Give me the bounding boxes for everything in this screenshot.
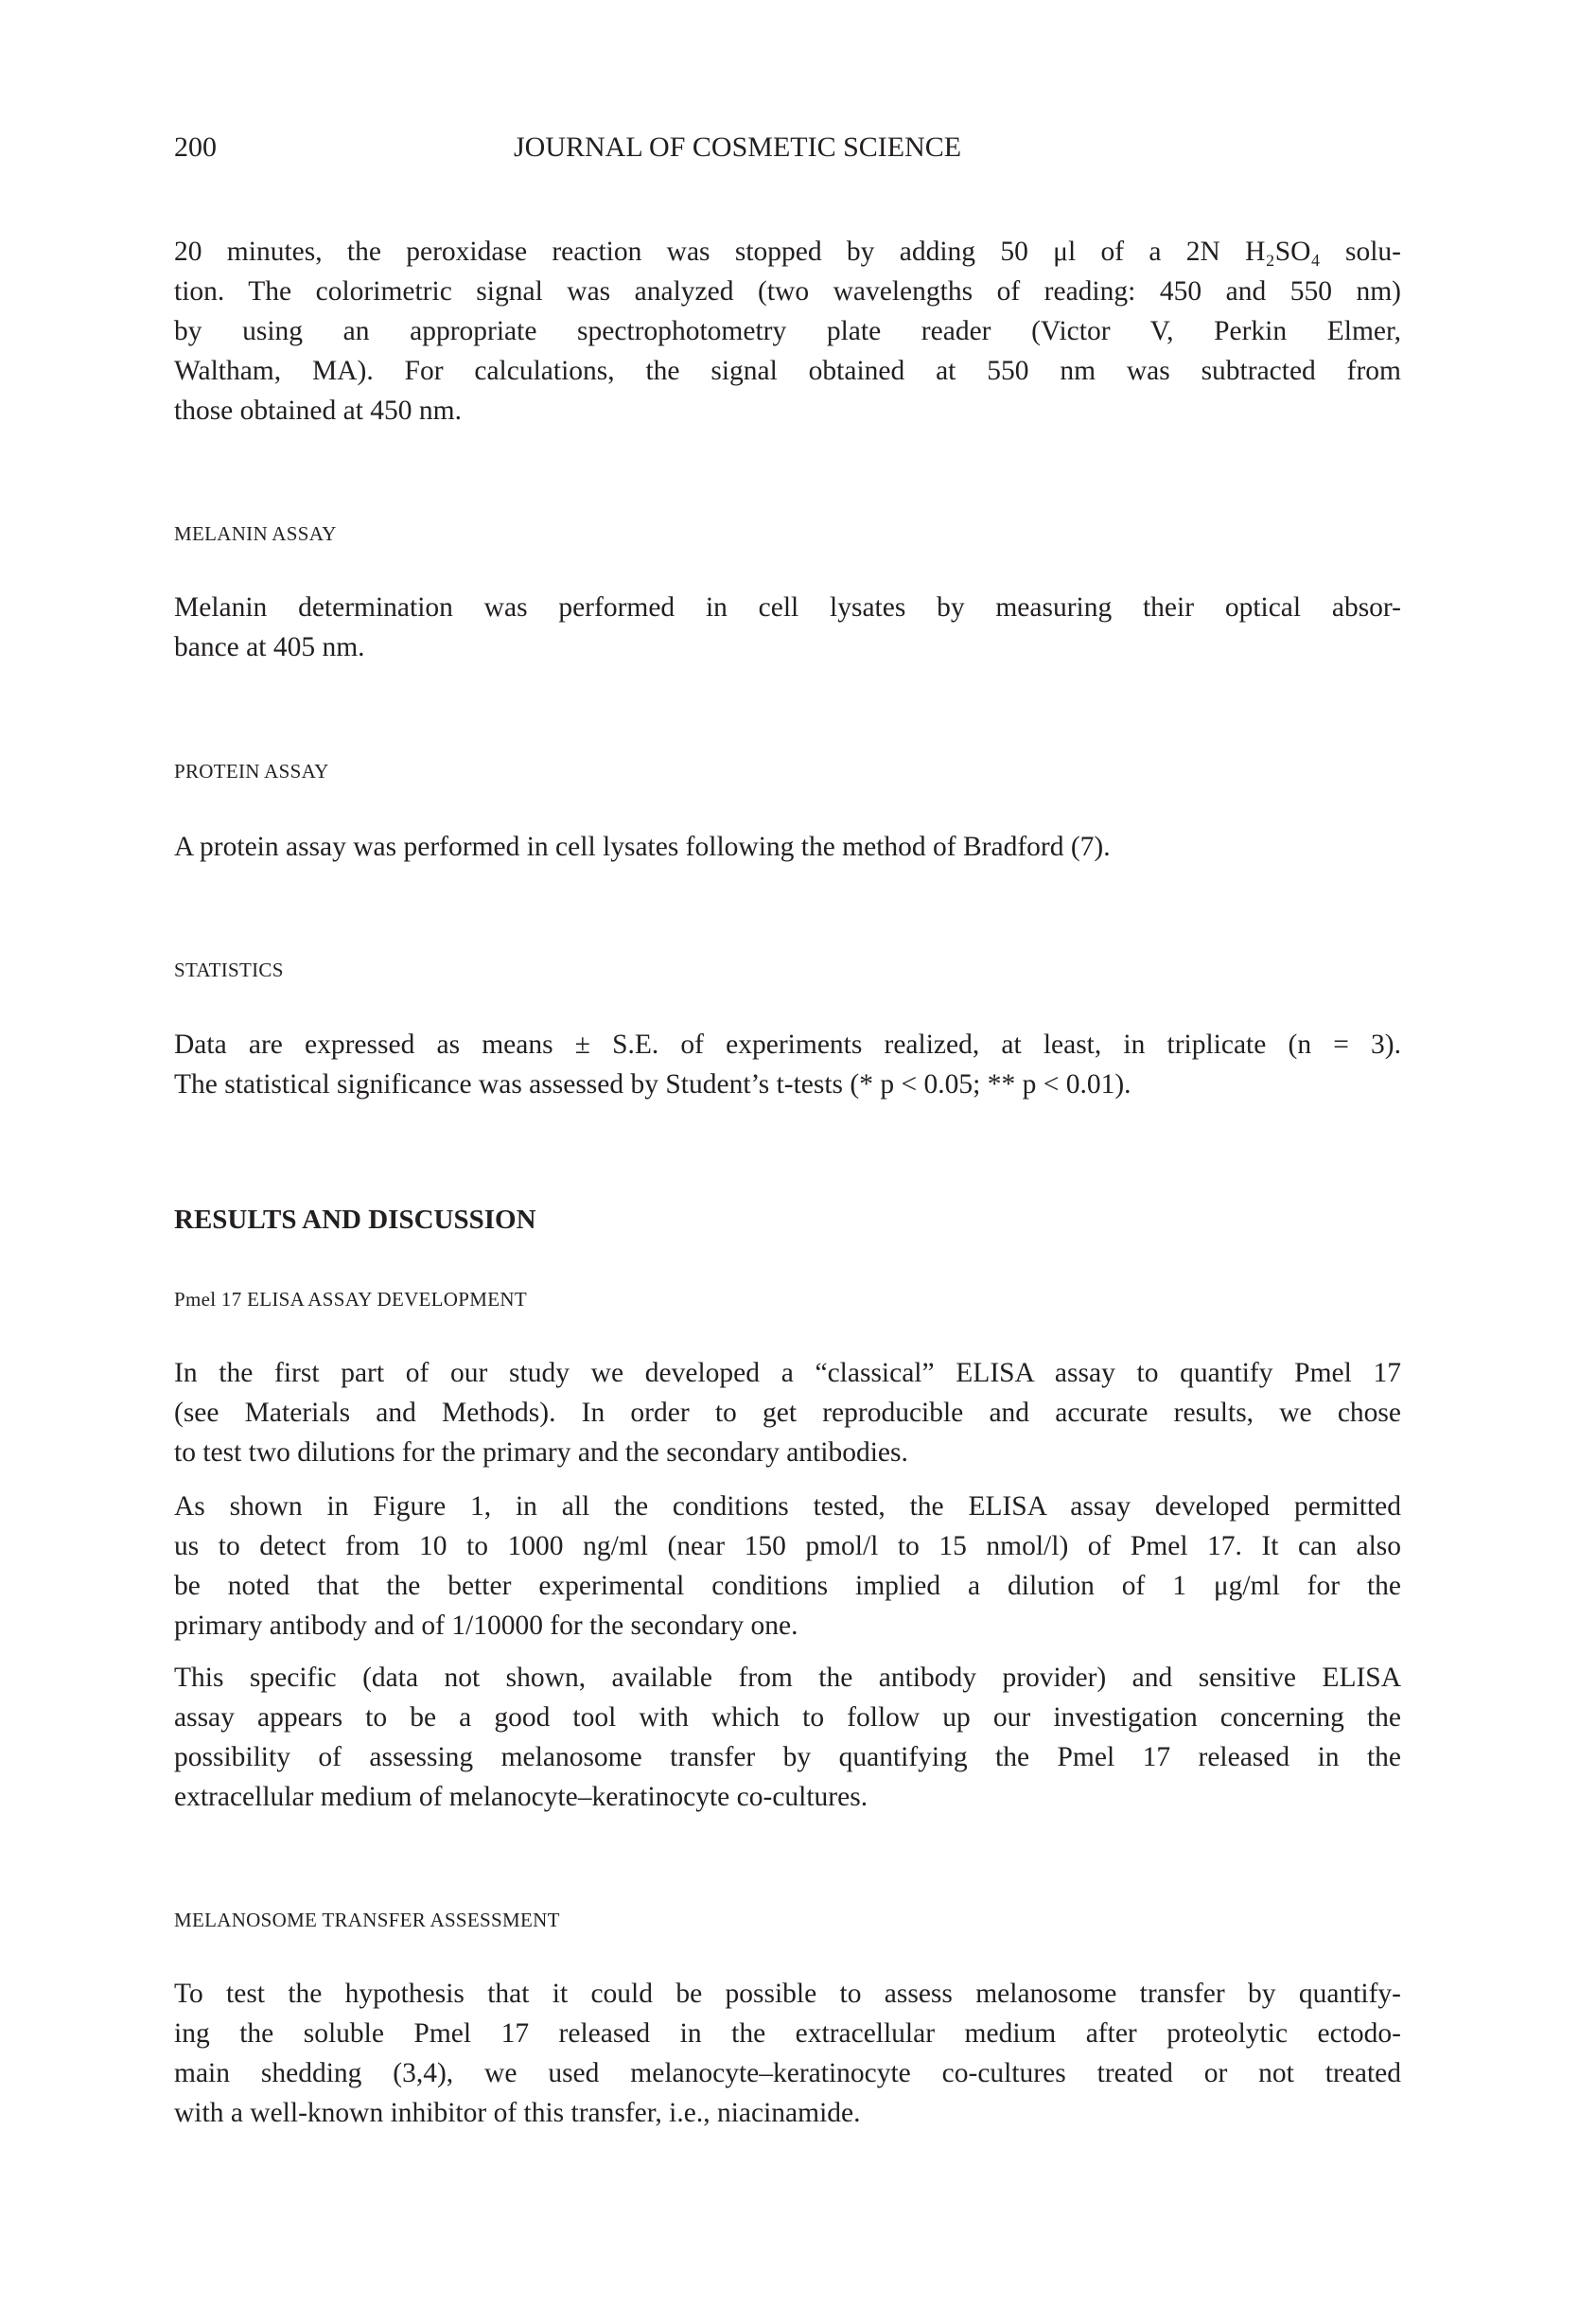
paragraph-statistics xyxy=(174,1025,1401,1104)
text-line: ing the soluble Pmel 17 released in the extracellular medium after proteolytic ectodo- xyxy=(174,2018,1401,2049)
text-line: those obtained at 450 nm. xyxy=(174,396,462,426)
text-line: Melanin determination was performed in cell lysates by measuring their optical absor- xyxy=(174,592,1401,623)
heading-protein-assay: PROTEIN ASSAY xyxy=(174,760,329,783)
heading-melanosome-transfer: MELANOSOME TRANSFER ASSESSMENT xyxy=(174,1909,560,1931)
text-line: As shown in Figure 1, in all the conditions tested, the ELISA assay developed permitted xyxy=(174,1491,1401,1522)
text-line: to test two dilutions for the primary and the secondary antibodies. xyxy=(174,1437,908,1468)
text-line: 20 minutes, the peroxidase reaction was stopped by adding 50 μl of a 2N H₂SO₄ solu- xyxy=(174,237,1401,267)
text-line: main shedding (3,4), we used melanocyte–keratinocyte co-cultures treated or not treated xyxy=(174,2058,1401,2088)
heading-results-discussion: RESULTS AND DISCUSSION xyxy=(174,1205,536,1235)
text-line: by using an appropriate spectrophotometry plate reader (Victor V, Perkin Elmer, xyxy=(174,316,1401,346)
heading-melanin-assay: MELANIN ASSAY xyxy=(174,522,337,545)
paragraph-results-3 xyxy=(174,1658,1401,1817)
heading-pmel-elisa: Pmel 17 ELISA ASSAY DEVELOPMENT xyxy=(174,1288,527,1311)
text-line: assay appears to be a good tool with which to follow up our investigation concerning the xyxy=(174,1702,1401,1733)
text-line: possibility of assessing melanosome transfer by quantifying the Pmel 17 released in the xyxy=(174,1742,1401,1772)
heading-statistics: STATISTICS xyxy=(174,959,284,981)
page-number: 200 xyxy=(174,132,217,163)
text-line: This specific (data not shown, available from the antibody provider) and sensitive ELISA xyxy=(174,1663,1401,1693)
paragraph-peroxidase xyxy=(174,232,1401,431)
text-line: In the first part of our study we developed a “classical” ELISA assay to quantify Pmel 17 xyxy=(174,1358,1401,1388)
running-header: JOURNAL OF COSMETIC SCIENCE xyxy=(514,132,962,163)
text-line: Waltham, MA). For calculations, the signal obtained at 550 nm was subtracted from xyxy=(174,356,1401,386)
text-line: primary antibody and of 1/10000 for the secondary one. xyxy=(174,1611,798,1641)
text-line: Data are expressed as means ± S.E. of experiments realized, at least, in triplicate (n = 3). xyxy=(174,1030,1401,1060)
text-line: To test the hypothesis that it could be possible to assess melanosome transfer by quantify- xyxy=(174,1979,1401,2009)
text-line: extracellular medium of melanocyte–keratinocyte co-cultures. xyxy=(174,1782,868,1812)
text-line: The statistical significance was assessed by Student’s t-tests (* p < 0.05; ** p < 0.01). xyxy=(174,1069,1131,1100)
text-line: A protein assay was performed in cell lysates following the method of Bradford (7). xyxy=(174,832,1111,862)
text-line: be noted that the better experimental conditions implied a dilution of 1 μg/ml for the xyxy=(174,1571,1401,1601)
text-line: us to detect from 10 to 1000 ng/ml (near 150 pmol/l to 15 nmol/l) of Pmel 17. It can also xyxy=(174,1531,1401,1561)
text-line: with a well-known inhibitor of this transfer, i.e., niacinamide. xyxy=(174,2098,861,2128)
paragraph-protein xyxy=(174,827,1401,867)
paragraph-melanin xyxy=(174,588,1401,667)
text-line: (see Materials and Methods). In order to get reproducible and accurate results, we chose xyxy=(174,1398,1401,1428)
paragraph-results-1 xyxy=(174,1353,1401,1472)
text-line: tion. The colorimetric signal was analyzed (two wavelengths of reading: 450 and 550 nm) xyxy=(174,276,1401,307)
paragraph-results-2 xyxy=(174,1487,1401,1646)
paragraph-transfer xyxy=(174,1974,1401,2133)
text-line: bance at 405 nm. xyxy=(174,632,365,662)
